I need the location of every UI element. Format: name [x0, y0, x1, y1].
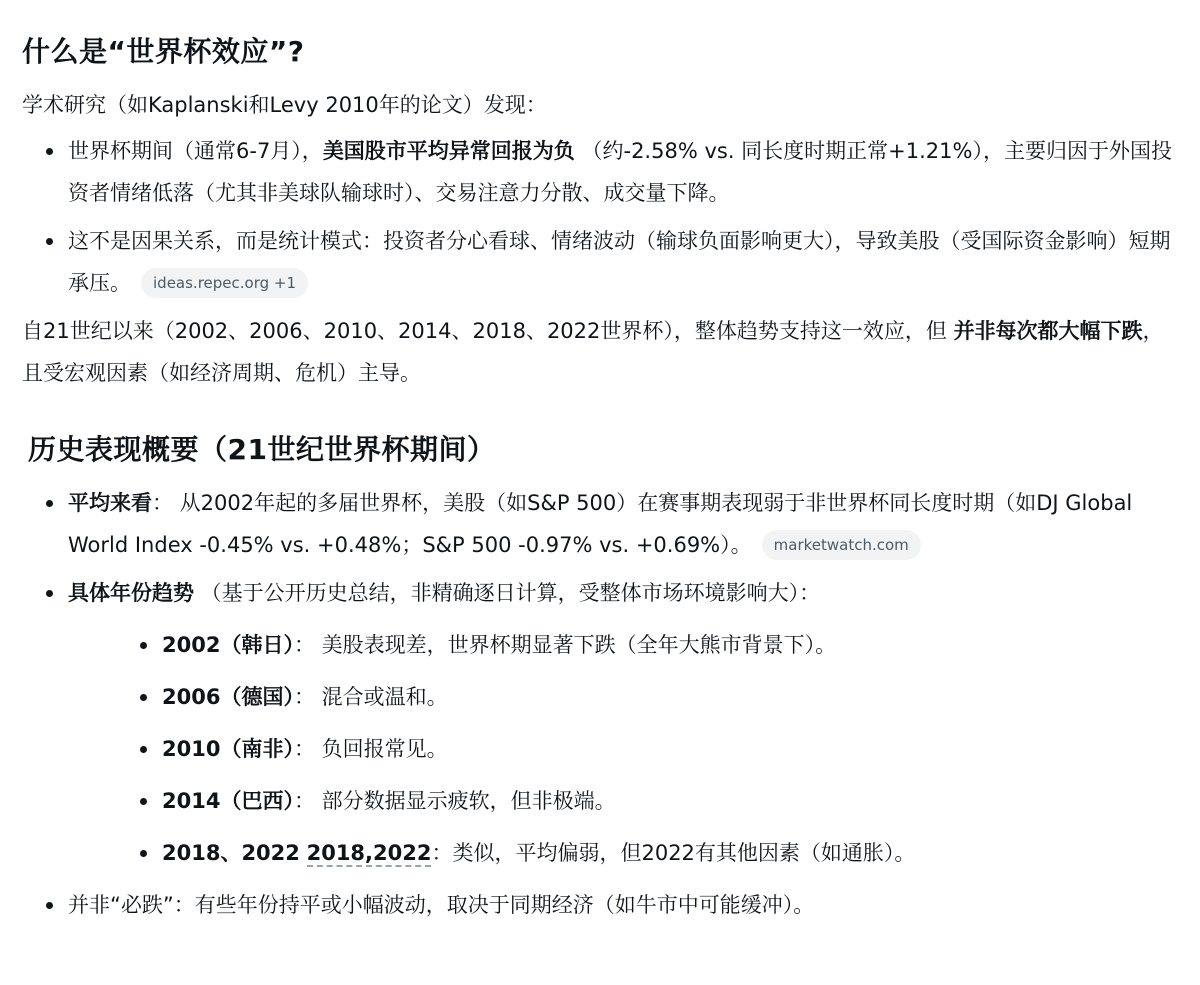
summary-post: ，且受宏观因素（如经济周期、危机）主导。 — [22, 319, 1164, 385]
source-chip-marketwatch[interactable]: marketwatch.com — [762, 530, 921, 560]
year-item-2002 — [68, 624, 1172, 666]
list-item — [22, 482, 1172, 566]
summary-paragraph — [22, 310, 1172, 394]
year-item-2018-2022 — [68, 832, 1172, 874]
intro-paragraph: 学术研究（如Kaplanski和Levy 2010年的论文）发现： — [22, 93, 547, 117]
year-text: ： 负回报常见。 — [293, 737, 448, 761]
article — [22, 30, 1172, 932]
year-text: ： 混合或温和。 — [293, 685, 448, 709]
year-label: 2010（南非） — [162, 737, 294, 761]
source-chip-repec[interactable]: ideas.repec.org +1 — [141, 268, 308, 298]
average-text: ： 从2002年起的多届世界杯，美股（如S&P 500）在赛事期表现弱于非世界杯同长度时期（如DJ Global World Index -0.45% vs. +0.48%；S&P 500 -0.97% vs. +0.69%）。 — [68, 491, 1133, 557]
list-item — [22, 220, 1172, 304]
year-item-2014 — [68, 780, 1172, 822]
by-year-text: （基于公开历史总结，非精确逐日计算，受整体市场环境影响大）： — [194, 581, 821, 605]
finding-2-text: 这不是因果关系，而是统计模式：投资者分心看球、情绪波动（输球负面影响更大），导致美股（受国际资金影响）短期承压。 — [68, 229, 1171, 295]
year-item-2006 — [68, 676, 1172, 718]
summary-pre: 自21世纪以来（2002、2006、2010、2014、2018、2022世界杯），整体趋势支持这一效应，但 — [22, 319, 954, 343]
year-label: 2006（德国） — [162, 685, 294, 709]
by-year-label: 具体年份趋势 — [68, 581, 194, 605]
year-label: 2002（韩日） — [162, 633, 294, 657]
list-item — [22, 884, 1172, 926]
effect-findings-list — [22, 130, 1172, 304]
not-always-text: 并非“必跌”：有些年份持平或小幅波动，取决于同期经济（如牛市中可能缓冲）。 — [68, 893, 815, 917]
year-item-2010 — [68, 728, 1172, 770]
year-reference-link[interactable]: 2018,2022 — [306, 841, 432, 865]
section-heading-world-cup-effect: 什么是“世界杯效应”? — [22, 35, 305, 68]
average-label: 平均来看 — [68, 491, 152, 515]
history-list — [22, 482, 1172, 926]
year-text: ： 美股表现差，世界杯期显著下跌（全年大熊市背景下）。 — [293, 633, 837, 657]
finding-1-bold: 美国股市平均异常回报为负 — [322, 139, 575, 163]
summary-bold: 并非每次都大幅下跌 — [953, 319, 1143, 343]
year-text: ： 部分数据显示疲软，但非极端。 — [293, 789, 616, 813]
year-label: 2014（巴西） — [162, 789, 294, 813]
finding-1-post: （约-2.58% vs. 同长度时期正常+1.21%），主要归因于外国投资者情绪低落（尤其非美球队输球时）、交易注意力分散、成交量下降。 — [68, 139, 1172, 205]
list-item — [22, 572, 1172, 874]
finding-1-pre: 世界杯期间（通常6-7月）， — [68, 139, 323, 163]
year-label: 2018、2022 — [162, 841, 300, 865]
year-list — [68, 624, 1172, 874]
list-item — [22, 130, 1172, 214]
year-text: ：类似，平均偏弱，但2022有其他因素（如通胀）。 — [431, 841, 916, 865]
section-heading-history: 历史表现概要（21世纪世界杯期间） — [28, 433, 496, 466]
